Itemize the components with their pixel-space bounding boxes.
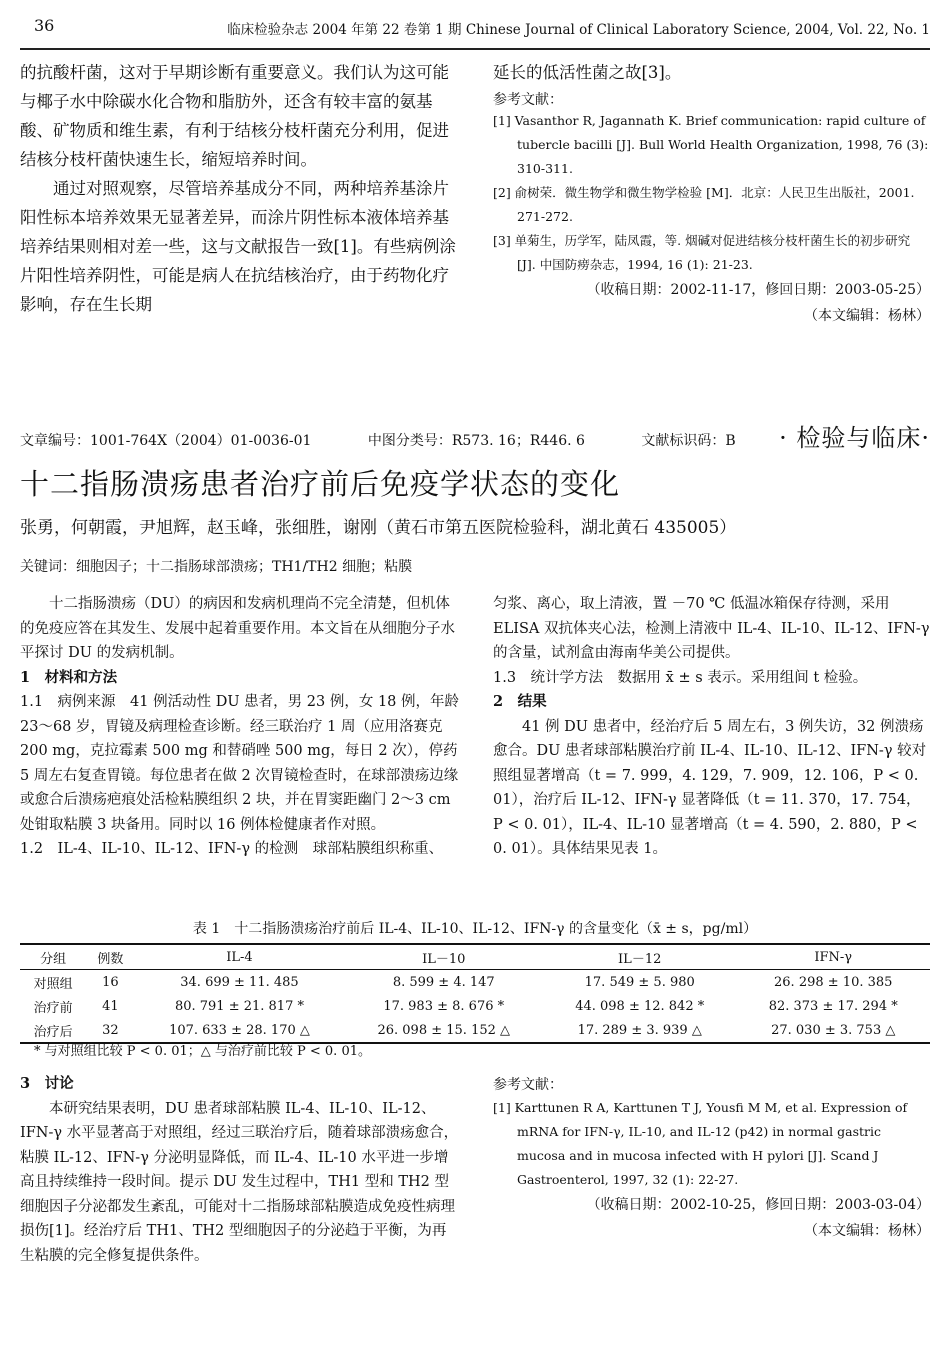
- article-references-column: [493, 1074, 930, 1244]
- document-number: 文章编号：1001-764X（2004）01-0036-01: [20, 433, 312, 449]
- article-left-column: [20, 592, 460, 862]
- table-cell: 17. 289 ± 3. 939 △: [577, 1022, 702, 1038]
- table-header-cell: 分组: [40, 951, 67, 967]
- table-footnote: * 与对照组比较 P < 0. 01；△ 与治疗前比较 P < 0. 01。: [34, 1044, 371, 1059]
- reference-item: [3] 单菊生，历学军，陆凤霞，等. 烟碱对促进结核分枝杆菌生长的初步研究 [J]. 中国防痨杂志，1994, 16 (1): 21-23.: [493, 233, 911, 272]
- table-cell: 34. 699 ± 11. 485: [180, 974, 299, 990]
- running-header: [20, 12, 930, 50]
- article-info-bar: [20, 424, 930, 452]
- table-header-cell: IL－10: [422, 951, 466, 967]
- data-table: [20, 943, 930, 1044]
- paragraph: 匀浆、离心，取上清液，置 －70 ℃ 低温冰箱保存待测，采用 ELISA 双抗体夹心法，检测上清液中 IL-4、IL-10、IL-12、IFN-γ 的含量，试剂盒由海南华美公司提供。: [493, 596, 930, 661]
- paragraph: 1.3 统计学方法 数据用 x̄ ± s 表示。采用组间 t 检验。: [493, 669, 868, 686]
- keywords: 关键词：细胞因子；十二指肠球部溃疡；TH1/TH2 细胞；粘膜: [20, 559, 413, 575]
- received-date: （收稿日期：2002-11-17，修回日期：2003-05-25）: [586, 282, 930, 298]
- journal-header: 临床检验杂志 2004 年第 22 卷第 1 期 Chinese Journal of Clinical Laboratory Science, 2004, Vol. 22, No. 1: [227, 22, 930, 38]
- table-cell: 对照组: [33, 976, 73, 992]
- paragraph: 1.2 IL-4、IL-10、IL-12、IFN-γ 的检测 球部粘膜组织称重、: [20, 841, 444, 857]
- section-heading: 2 结果: [493, 693, 547, 710]
- page-number: 36: [34, 16, 55, 35]
- table-cell: 8. 599 ± 4. 147: [392, 974, 495, 990]
- reference-item: [2] 俞树荣．微生物学和微生物学检验 [M]．北京：人民卫生出版社，2001. 271-272.: [493, 185, 915, 224]
- authors: 张勇，何朝霞，尹旭辉，赵玉峰，张细胜，谢刚（黄石市第五医院检验科，湖北黄石 435005）: [20, 518, 737, 538]
- table-cell: 27. 030 ± 3. 753 △: [771, 1022, 896, 1038]
- table-header-row: [20, 944, 930, 970]
- table-cell: 26. 098 ± 15. 152 △: [377, 1022, 511, 1038]
- table-cell: 80. 791 ± 21. 817 *: [174, 998, 304, 1014]
- table-cell: 26. 298 ± 10. 385: [774, 974, 893, 990]
- table-cell: 17. 549 ± 5. 980: [584, 974, 695, 990]
- table-cell: 32: [102, 1022, 119, 1038]
- column-title: · 检验与临床·: [779, 424, 930, 452]
- discussion-column: [20, 1072, 460, 1268]
- table-caption: 表 1 十二指肠溃疡治疗前后 IL-4、IL-10、IL-12、IFN-γ 的含量变化（x̄ ± s，pg/ml）: [192, 921, 758, 937]
- article-right-column: [493, 592, 930, 862]
- table-cell: 治疗前: [33, 1000, 73, 1016]
- classification-number: 中图分类号：R573. 16；R446. 6: [367, 433, 585, 449]
- paragraph: 的抗酸杆菌，这对于早期诊断有重要意义。我们认为这可能与椰子水中除碳水化合物和脂肪外，还含有较丰富的氨基酸、矿物质和维生素，有利于结核分枝杆菌充分利用，促进结核分枝杆菌快速生长，缩短培养时间。: [20, 63, 449, 169]
- table-header-cell: 例数: [97, 951, 124, 967]
- reference-item: [1] Karttunen R A, Karttunen T J, Yousfi M M, et al. Expression of mRNA for IFN-γ, IL-10, and IL-12 (p42) in normal gastric mucosa and in mucosa infected with H pylori [J]. Scand J Gastroenterol, 1997, 32 (1): 22-27.: [493, 1100, 908, 1187]
- editor-note: （本文编辑：杨林）: [804, 308, 930, 324]
- reference-item: [1] Vasanthor R, Jagannath K. Brief communication: rapid culture of tubercle bacilli [J]. Bull World Health Organization, 1998, 76 (3): 310-311.: [493, 113, 929, 176]
- table-cell: 107. 633 ± 28. 170 △: [169, 1022, 310, 1038]
- section-heading: 3 讨论: [20, 1075, 74, 1092]
- table-cell: 44. 098 ± 12. 842 *: [575, 998, 705, 1014]
- paragraph: 41 例 DU 患者中，经治疗后 5 周左右，3 例失访，32 例溃疡愈合。DU 患者球部粘膜治疗前 IL-4、IL-10、IL-12、IFN-γ 较对照组显著增高（t = 7. 999，4. 129，7. 909，12. 106，P < 0. 01），治疗后 IL-12、IFN-γ 显著降低（t = 11. 370，17. 754，P < 0. 01），IL-4、IL-10 显著增高（t = 4. 590，2. 880，P < 0. 01）。具体结果见表 1。: [493, 718, 927, 857]
- references-heading: 参考文献：: [493, 92, 563, 108]
- paragraph: 通过对照观察，尽管培养基成分不同，两种培养基涂片阳性标本培养效果无显著差异，而涂片阴性标本液体培养基培养结果则相对差一些，这与文献报告一致[1]。有些病例涂片阳性培养阴性，可能是病人在抗结核治疗，由于药物化疗影响，存在生长期: [20, 179, 456, 314]
- table-cell: 41: [102, 998, 119, 1014]
- prev-article-right-column: [493, 58, 930, 329]
- prev-article-left-column: [20, 58, 460, 319]
- section-heading: 1 材料和方法: [20, 668, 118, 686]
- table-cell: 治疗后: [33, 1024, 73, 1040]
- table-header-cell: IL-4: [226, 949, 253, 965]
- references-heading: 参考文献：: [493, 1077, 563, 1093]
- table-cell: 82. 373 ± 17. 294 *: [768, 998, 898, 1014]
- document-code: 文献标识码：B: [641, 433, 736, 449]
- data-table-wrapper: [20, 943, 930, 1044]
- paragraph: 本研究结果表明，DU 患者球部粘膜 IL-4、IL-10、IL-12、IFN-γ 水平显著高于对照组，经过三联治疗后，随着球部溃疡愈合，粘膜 IL-12、IFN-γ 分泌明显降低，而 IL-4、IL-10 水平进一步增高且持续维持一段时间。提示 DU 发生过程中，TH1 型和 TH2 型细胞因子分泌都发生紊乱，可能对十二指肠球部粘膜造成免疫性病理损伤[1]。经治疗后 TH1、TH2 型细胞因子的分泌趋于平衡，为再生粘膜的完全修复提供条件。: [20, 1100, 459, 1264]
- table-cell: 17. 983 ± 8. 676 *: [383, 998, 505, 1014]
- received-date: （收稿日期：2002-10-25，修回日期：2003-03-04）: [586, 1197, 930, 1213]
- table-cell: 16: [102, 974, 119, 990]
- article-title: 十二指肠溃疡患者治疗前后免疫学状态的变化: [20, 467, 621, 501]
- paragraph: 1.1 病例来源 41 例活动性 DU 患者，男 23 例，女 18 例，年龄 23～68 岁，胃镜及病理检查诊断。经三联治疗 1 周（应用洛赛克 200 mg，克拉霉素 500 mg 和替硝唑 500 mg，每日 2 次），停药 5 周左右复查胃镜。每位患者在做 2 次胃镜检查时，在球部溃疡边缘或愈合后溃疡疤痕处活检粘膜组织 2 块，并在胃窦距幽门 2～3 cm 处钳取粘膜 3 块备用。同时以 16 例体检健康者作对照。: [20, 694, 460, 833]
- table-header-cell: IL－12: [618, 951, 662, 967]
- paragraph: 延长的低活性菌之故[3]。: [493, 63, 682, 82]
- paragraph: 十二指肠溃疡（DU）的病因和发病机理尚不完全清楚，但机体的免疫应答在其发生、发展中起着重要作用。本文旨在从细胞分子水平探讨 DU 的发病机制。: [20, 596, 455, 661]
- table-row: [20, 994, 930, 1018]
- table-header-cell: IFN-γ: [814, 949, 853, 965]
- table-row: [20, 970, 930, 995]
- editor-note: （本文编辑：杨林）: [804, 1223, 930, 1239]
